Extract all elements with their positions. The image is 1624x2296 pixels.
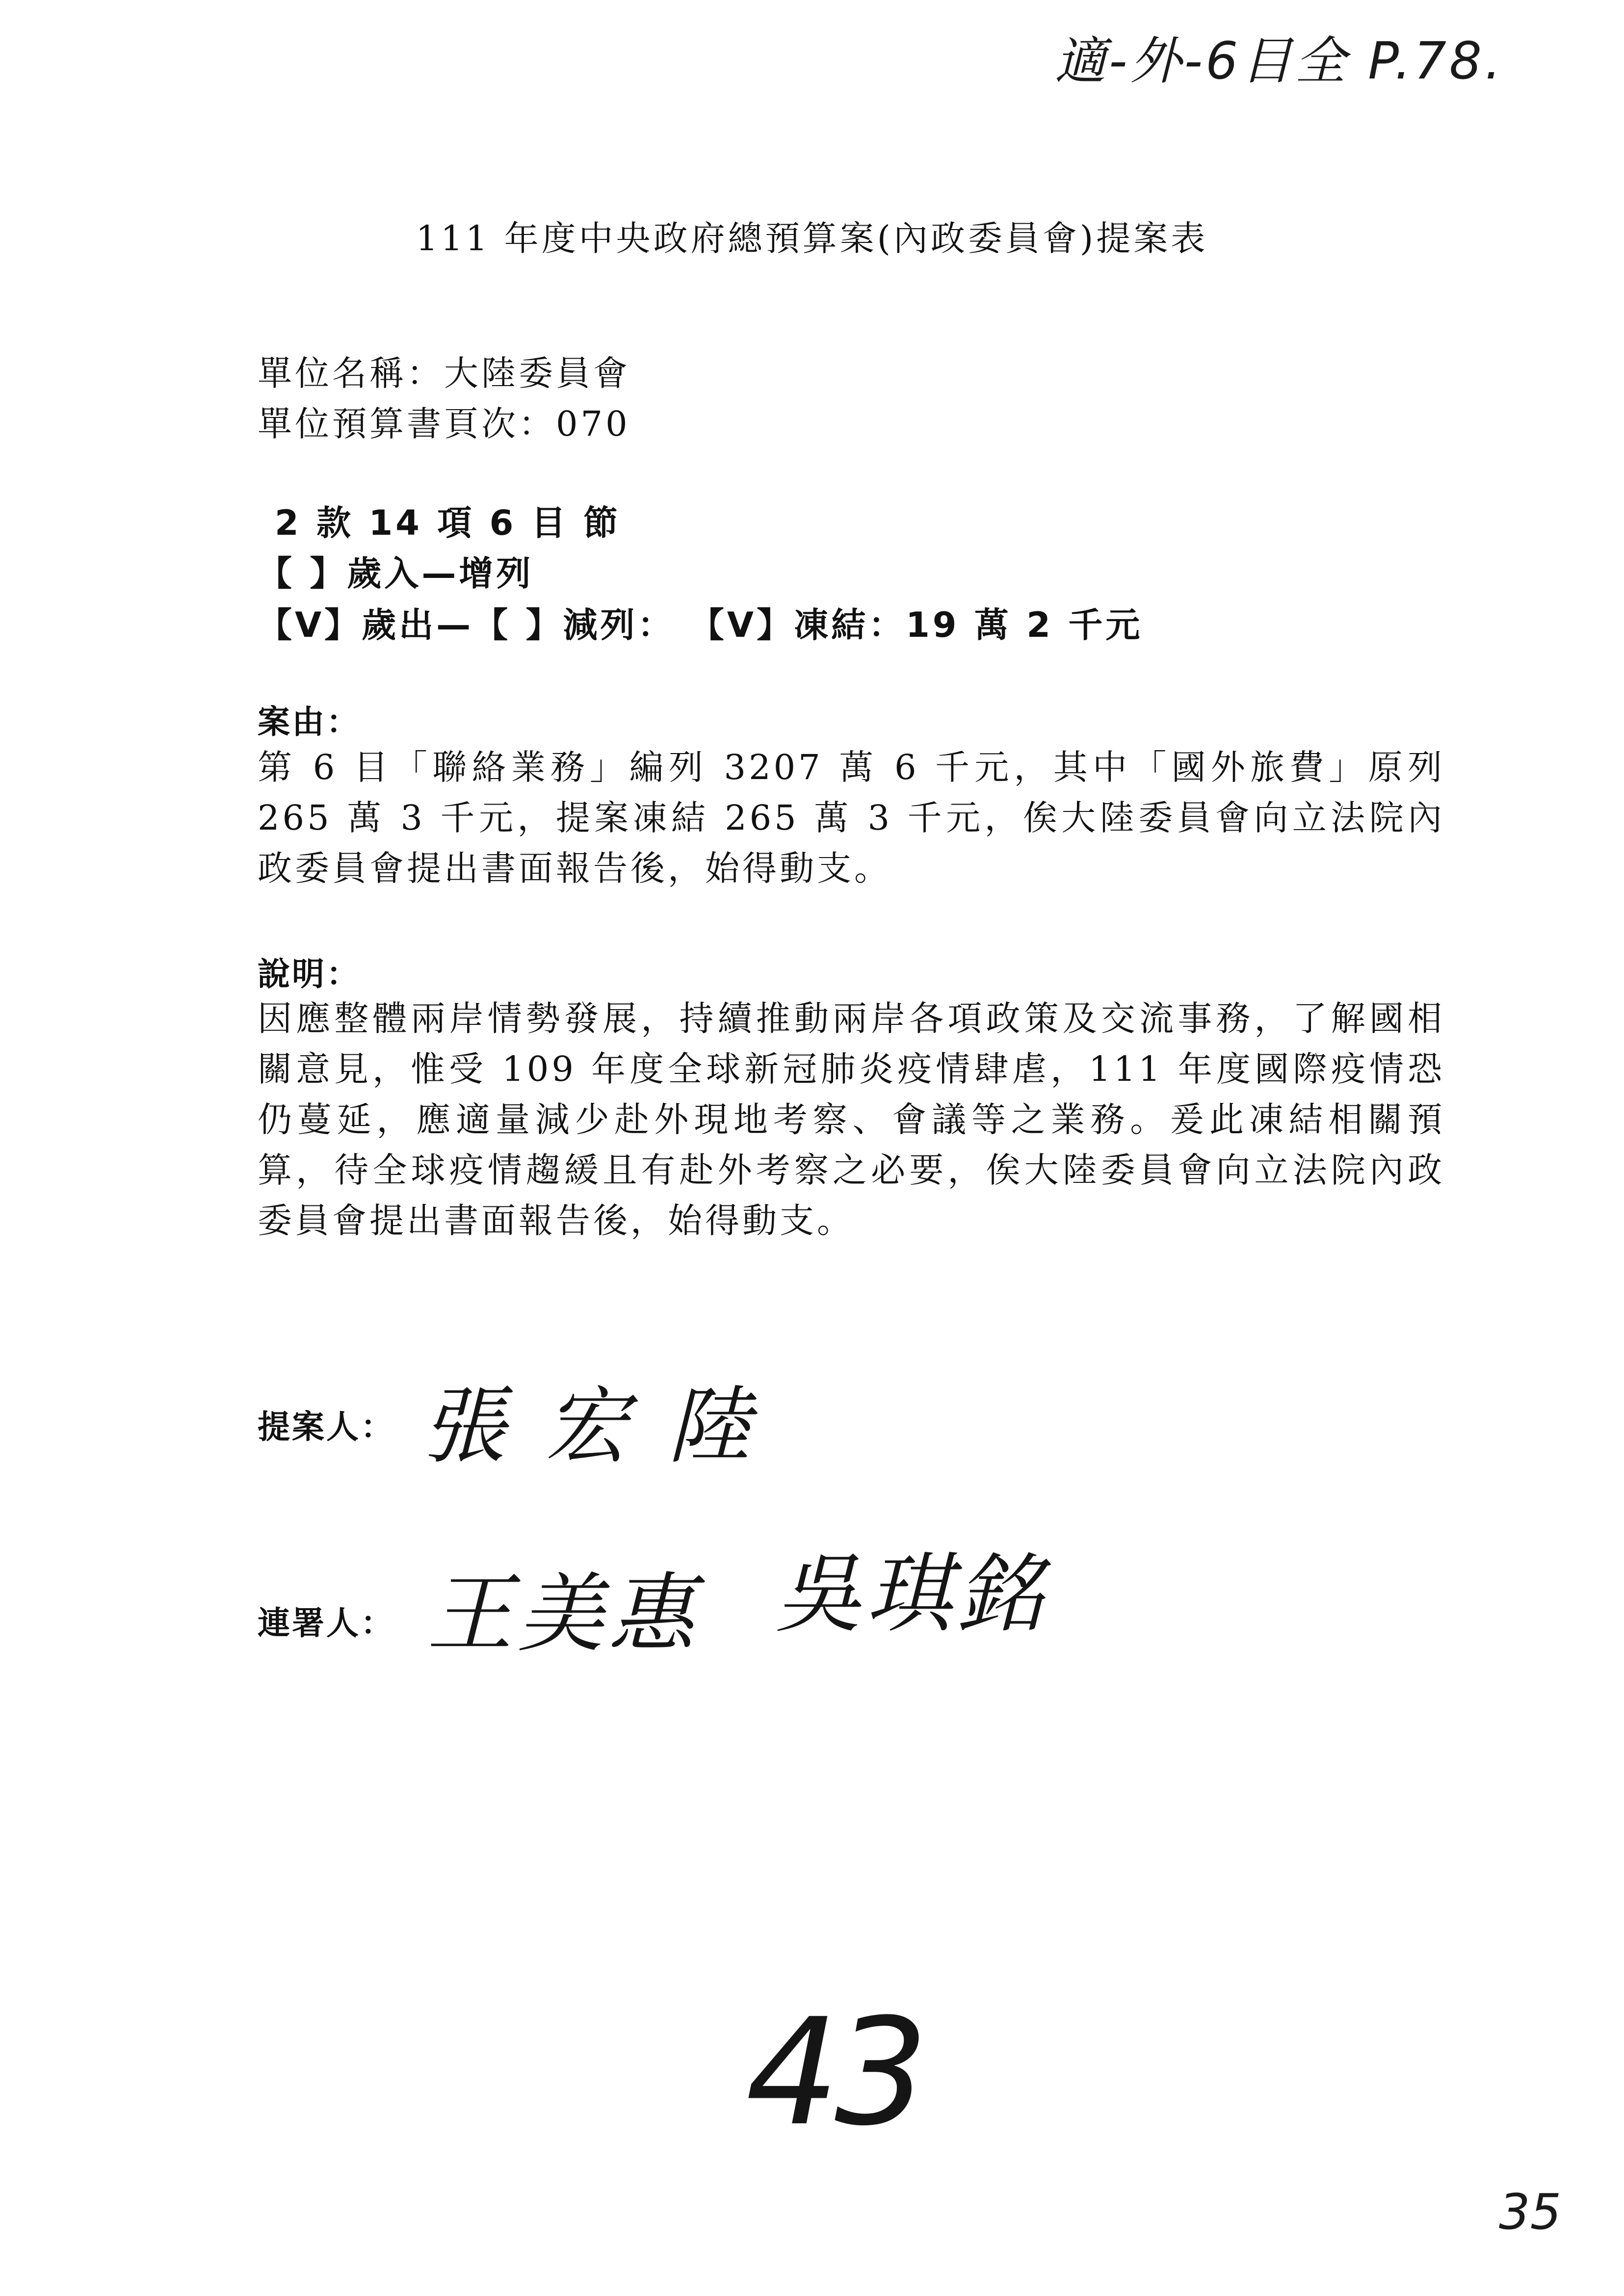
proposer-label: 提案人： — [258, 1408, 395, 1446]
reason-label: 案由： — [258, 703, 361, 741]
handwritten-number: 43 — [746, 1987, 923, 2158]
cosigners-label: 連署人： — [258, 1604, 395, 1642]
cosigner-signature-1: 王美惠 — [427, 1565, 699, 1664]
handwritten-header-note: 適-外-6目全 P.78. — [1055, 31, 1504, 91]
cosigner-signature-2: 吳琪銘 — [775, 1545, 1048, 1644]
revenue-increase-line: 【 】歲入—增列 — [258, 553, 534, 594]
proposer-signature: 張宏陸 — [422, 1378, 790, 1475]
budget-item-line: 2 款 14 項 6 目 節 — [275, 503, 621, 543]
page-title: 111 年度中央政府總預算案(內政委員會)提案表 — [416, 218, 1208, 259]
reason-text: 第 6 目「聯絡業務」編列 3207 萬 6 千元，其中「國外旅費」原列 265 萬 3 千元，提案凍結 265 萬 3 千元，俟大陸委員會向立法院內政委員會提出書面報告後，始得動支。 — [258, 747, 1445, 888]
unit-page-line: 單位預算書頁次：070 — [258, 404, 630, 444]
unit-name-line: 單位名稱：大陸委員會 — [258, 353, 630, 393]
explanation-text: 因應整體兩岸情勢發展，持續推動兩岸各項政策及交流事務，了解國相關意見，惟受 109 年度全球新冠肺炎疫情肆虐，111 年度國際疫情恐仍蔓延，應適量減少赴外現地考察、會議等之業務。爰此凍結相關預算，待全球疫情趨緩且有赴外考察之必要，俟大陸委員會向立法院內政委員會提出書面報告後，始得動支。 — [258, 998, 1445, 1241]
expenditure-freeze-line: 【V】歲出—【 】減列： 【V】凍結：19 萬 2 千元 — [258, 605, 1143, 645]
explanation-label: 說明： — [258, 955, 361, 993]
page-number: 35 — [1499, 2183, 1562, 2241]
